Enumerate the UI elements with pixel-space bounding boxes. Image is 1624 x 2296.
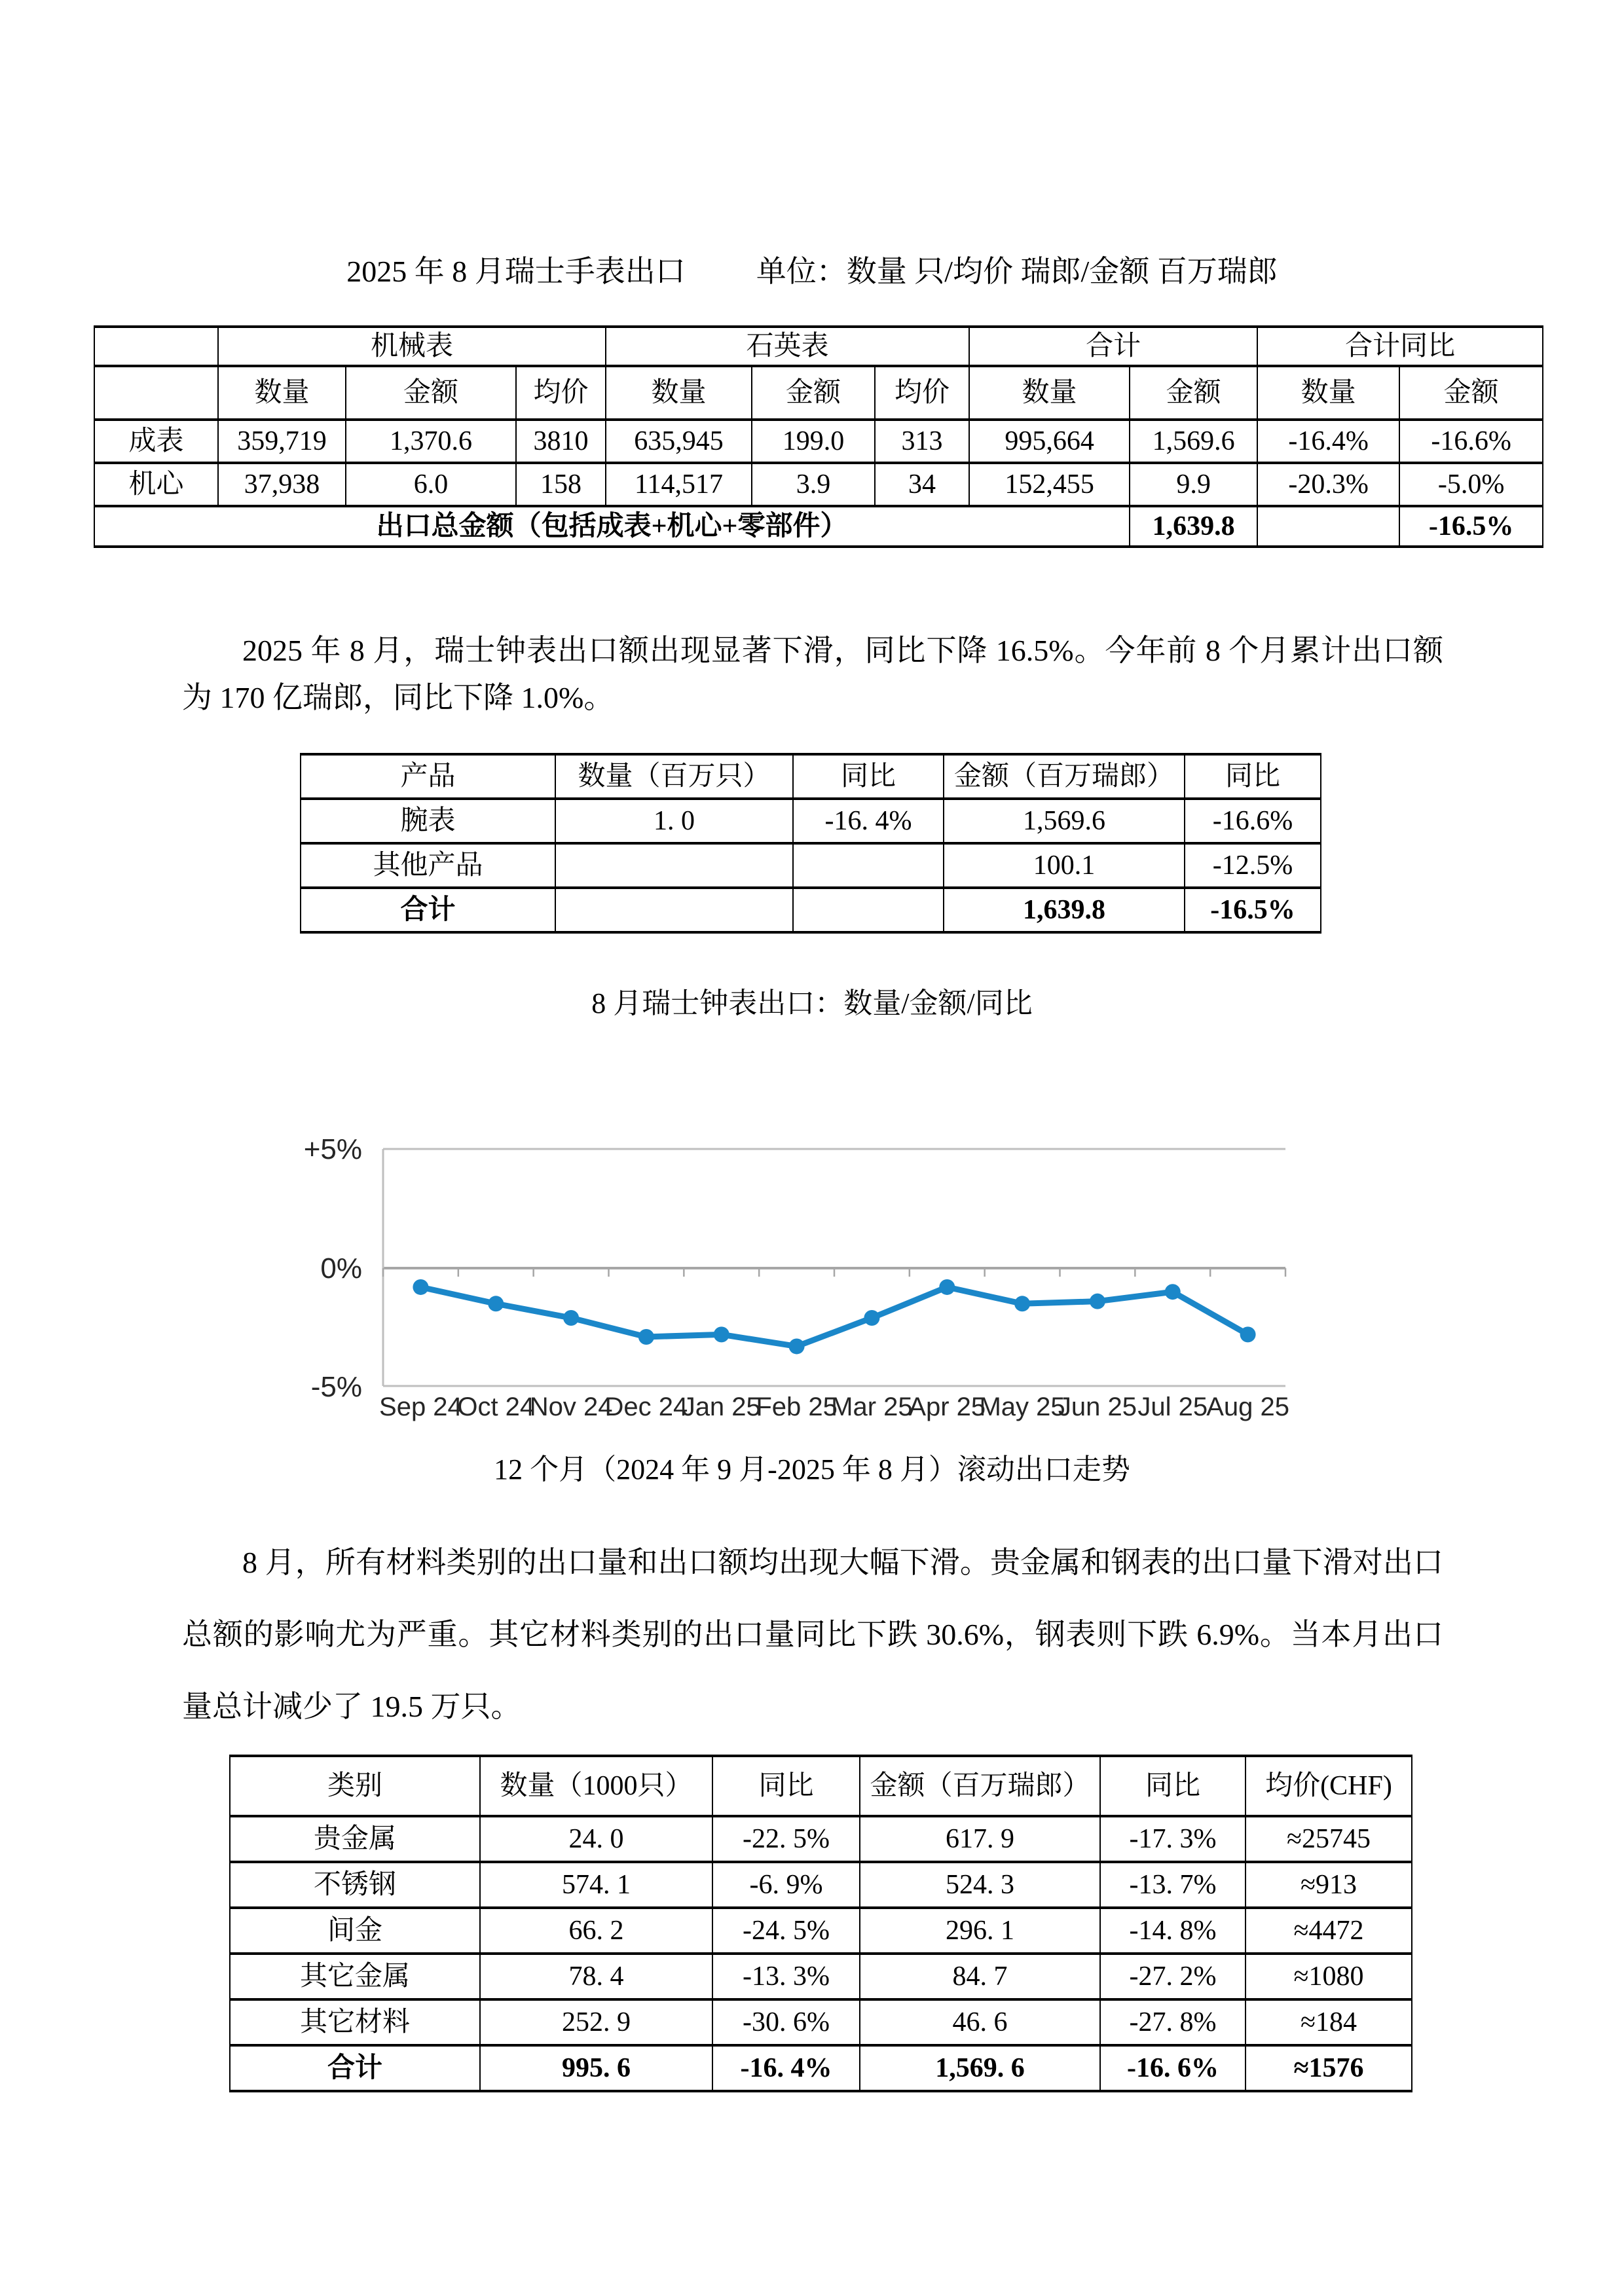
cell: -16. 4% (793, 799, 944, 843)
cell: -16. 6% (1100, 2045, 1246, 2091)
cell: 114,517 (606, 463, 752, 506)
row-label: 其他产品 (301, 843, 555, 888)
cell: 24. 0 (480, 1816, 712, 1862)
column-header: 金额 (752, 366, 875, 420)
cell: 78. 4 (480, 1954, 712, 1999)
cell: 1. 0 (555, 799, 793, 843)
cell: 152,455 (969, 463, 1130, 506)
data-point (714, 1326, 729, 1342)
data-point (1165, 1284, 1181, 1300)
cell (793, 888, 944, 932)
cell: -13. 7% (1100, 1862, 1246, 1908)
cell: 3810 (516, 420, 606, 463)
table-row (94, 327, 1543, 366)
x-tick-label: Jan 25 (682, 1393, 761, 1421)
data-point (638, 1329, 654, 1345)
cell: 9.9 (1130, 463, 1257, 506)
cell: -27. 8% (1100, 1999, 1246, 2045)
line-chart (282, 1113, 1303, 1427)
chart-caption: 8 月瑞士钟表出口：数量/金额/同比 (591, 987, 1033, 1019)
column-header: 数量（1000只） (480, 1756, 712, 1816)
data-point (413, 1279, 428, 1295)
document-title-unit: 单位：数量 只/均价 瑞郎/金额 百万瑞郎 (756, 255, 1278, 288)
cell: ≈913 (1246, 1862, 1412, 1908)
row-label: 间金 (230, 1908, 480, 1954)
table-row-watches (94, 420, 1543, 463)
data-point (563, 1310, 579, 1326)
cell: ≈1080 (1246, 1954, 1412, 1999)
row-label: 合计 (301, 888, 555, 932)
cell: -16. 4% (712, 2045, 860, 2091)
data-point (864, 1310, 879, 1326)
cell: 34 (875, 463, 969, 506)
data-point (789, 1338, 805, 1354)
trend-line (420, 1287, 1247, 1347)
group-header-quartz: 石英表 (606, 327, 969, 366)
column-header: 产品 (301, 754, 555, 799)
cell: -30. 6% (712, 1999, 860, 2045)
y-tick-label: 0% (320, 1252, 362, 1285)
x-tick-label: Apr 25 (908, 1393, 986, 1421)
paragraph-materials: 8 月，所有材料类别的出口量和出口额均出现大幅下滑。贵金属和钢表的出口量下滑对出口总额的影响尤为严重。其它材料类别的出口量同比下跌 30.6%，钢表则下跌 6.9%。当本月出口量总计减少了 19.5 万只。 (182, 1546, 1443, 1723)
table-row-other-metals (230, 1954, 1412, 1999)
chart-title: 12 个月（2024 年 9 月-2025 年 8 月）滚动出口走势 (494, 1453, 1130, 1485)
cell: 995. 6 (480, 2045, 712, 2091)
row-label: 机心 (94, 463, 218, 506)
cell (555, 888, 793, 932)
data-point (1090, 1294, 1105, 1309)
cell: -20.3% (1257, 463, 1399, 506)
column-header: 均价 (516, 366, 606, 420)
table-row-wristwatch (301, 799, 1321, 843)
column-header: 数量 (218, 366, 346, 420)
data-point (488, 1296, 504, 1311)
cell: -16.6% (1399, 420, 1543, 463)
table-row-steel (230, 1862, 1412, 1908)
column-header: 数量 (969, 366, 1130, 420)
cell: 252. 9 (480, 1999, 712, 2045)
column-header: 同比 (1100, 1756, 1246, 1816)
table-row-bimetal (230, 1908, 1412, 1954)
table-footer-row (94, 506, 1543, 547)
group-header-total-yoy: 合计同比 (1257, 327, 1543, 366)
footer-label: 出口总金额（包括成表+机心+零部件） (94, 506, 1130, 547)
cell: 1,639.8 (944, 888, 1185, 932)
row-label: 不锈钢 (230, 1862, 480, 1908)
cell: 313 (875, 420, 969, 463)
cell: 574. 1 (480, 1862, 712, 1908)
table-row-other-products (301, 843, 1321, 888)
cell: 359,719 (218, 420, 346, 463)
x-tick-label: Feb 25 (756, 1393, 838, 1421)
cell: -22. 5% (712, 1816, 860, 1862)
x-tick-label: Sep 24 (379, 1393, 462, 1421)
cell: ≈1576 (1246, 2045, 1412, 2091)
cell: 3.9 (752, 463, 875, 506)
table-footer-row (230, 2045, 1412, 2091)
x-tick-label: Jul 25 (1137, 1393, 1208, 1421)
row-label: 腕表 (301, 799, 555, 843)
footer-total-amount: 1,639.8 (1130, 506, 1257, 547)
x-tick-label: Dec 24 (604, 1393, 688, 1421)
cell: 84. 7 (860, 1954, 1100, 1999)
x-tick-label: May 25 (979, 1393, 1065, 1421)
material-category-table (229, 1755, 1412, 2092)
cell: ≈4472 (1246, 1908, 1412, 1954)
table-row-precious-metal (230, 1816, 1412, 1862)
column-header: 金额 (1399, 366, 1543, 420)
column-header: 同比 (712, 1756, 860, 1816)
cell: 617. 9 (860, 1816, 1100, 1862)
cell: 296. 1 (860, 1908, 1100, 1954)
cell: 1,370.6 (346, 420, 516, 463)
table-row-movements (94, 463, 1543, 506)
column-header: 同比 (1185, 754, 1321, 799)
y-tick-label: -5% (310, 1371, 362, 1403)
cell: ≈184 (1246, 1999, 1412, 2045)
line-chart-svg (282, 1113, 1303, 1427)
footer-total-yoy: -16.5% (1399, 506, 1543, 547)
cell: -6. 9% (712, 1862, 860, 1908)
cell: -5.0% (1399, 463, 1543, 506)
cell: -16.4% (1257, 420, 1399, 463)
cell: 158 (516, 463, 606, 506)
cell: 66. 2 (480, 1908, 712, 1954)
paragraph-overview: 2025 年 8 月，瑞士钟表出口额出现显著下滑，同比下降 16.5%。今年前 8 个月累计出口额为 170 亿瑞郎，同比下降 1.0%。 (182, 634, 1443, 714)
cell: 100.1 (944, 843, 1185, 888)
footer-empty-cell (1257, 506, 1399, 547)
cell (793, 843, 944, 888)
data-point (1014, 1296, 1030, 1311)
cell: ≈25745 (1246, 1816, 1412, 1862)
cell: -17. 3% (1100, 1816, 1246, 1862)
row-label: 其它材料 (230, 1999, 480, 2045)
column-header: 均价 (875, 366, 969, 420)
product-breakdown-table (300, 753, 1321, 934)
data-point (939, 1279, 955, 1295)
column-header: 金额（百万瑞郎） (860, 1756, 1100, 1816)
column-header: 数量（百万只） (555, 754, 793, 799)
cell: 199.0 (752, 420, 875, 463)
corner-cell (94, 327, 218, 366)
row-label: 合计 (230, 2045, 480, 2091)
cell: -16.5% (1185, 888, 1321, 932)
cell: 1,569.6 (944, 799, 1185, 843)
table-row (94, 366, 1543, 420)
column-header: 类别 (230, 1756, 480, 1816)
data-point (1240, 1326, 1256, 1342)
x-tick-label: Nov 24 (529, 1393, 613, 1421)
corner-cell (94, 366, 218, 420)
column-header: 数量 (1257, 366, 1399, 420)
row-label: 成表 (94, 420, 218, 463)
cell: 995,664 (969, 420, 1130, 463)
document-title-text: 2025 年 8 月瑞士手表出口 (346, 255, 686, 288)
cell: -12.5% (1185, 843, 1321, 888)
column-header: 金额 (1130, 366, 1257, 420)
cell: 1,569.6 (1130, 420, 1257, 463)
cell: -27. 2% (1100, 1954, 1246, 1999)
cell: 6.0 (346, 463, 516, 506)
cell: -13. 3% (712, 1954, 860, 1999)
column-header: 同比 (793, 754, 944, 799)
table-header-row (301, 754, 1321, 799)
column-header: 均价(CHF) (1246, 1756, 1412, 1816)
cell: -14. 8% (1100, 1908, 1246, 1954)
cell: -16.6% (1185, 799, 1321, 843)
column-header: 数量 (606, 366, 752, 420)
cell: 46. 6 (860, 1999, 1100, 2045)
table-row-other-materials (230, 1999, 1412, 2045)
document-title (0, 247, 1624, 291)
row-label: 其它金属 (230, 1954, 480, 1999)
x-tick-label: Aug 25 (1206, 1393, 1289, 1421)
cell: 524. 3 (860, 1862, 1100, 1908)
column-header: 金额 (346, 366, 516, 420)
row-label: 贵金属 (230, 1816, 480, 1862)
cell: 37,938 (218, 463, 346, 506)
table-header-row (230, 1756, 1412, 1816)
table-footer-row (301, 888, 1321, 932)
cell: -24. 5% (712, 1908, 860, 1954)
y-tick-label: +5% (303, 1133, 362, 1165)
cell: 635,945 (606, 420, 752, 463)
group-header-mechanical: 机械表 (218, 327, 606, 366)
cell: 1,569. 6 (860, 2045, 1100, 2091)
x-tick-label: Jun 25 (1058, 1393, 1137, 1421)
cell (555, 843, 793, 888)
x-tick-label: Mar 25 (831, 1393, 913, 1421)
column-header: 金额（百万瑞郎） (944, 754, 1185, 799)
group-header-total: 合计 (969, 327, 1257, 366)
export-summary-table (94, 325, 1543, 548)
x-tick-label: Oct 24 (457, 1393, 535, 1421)
